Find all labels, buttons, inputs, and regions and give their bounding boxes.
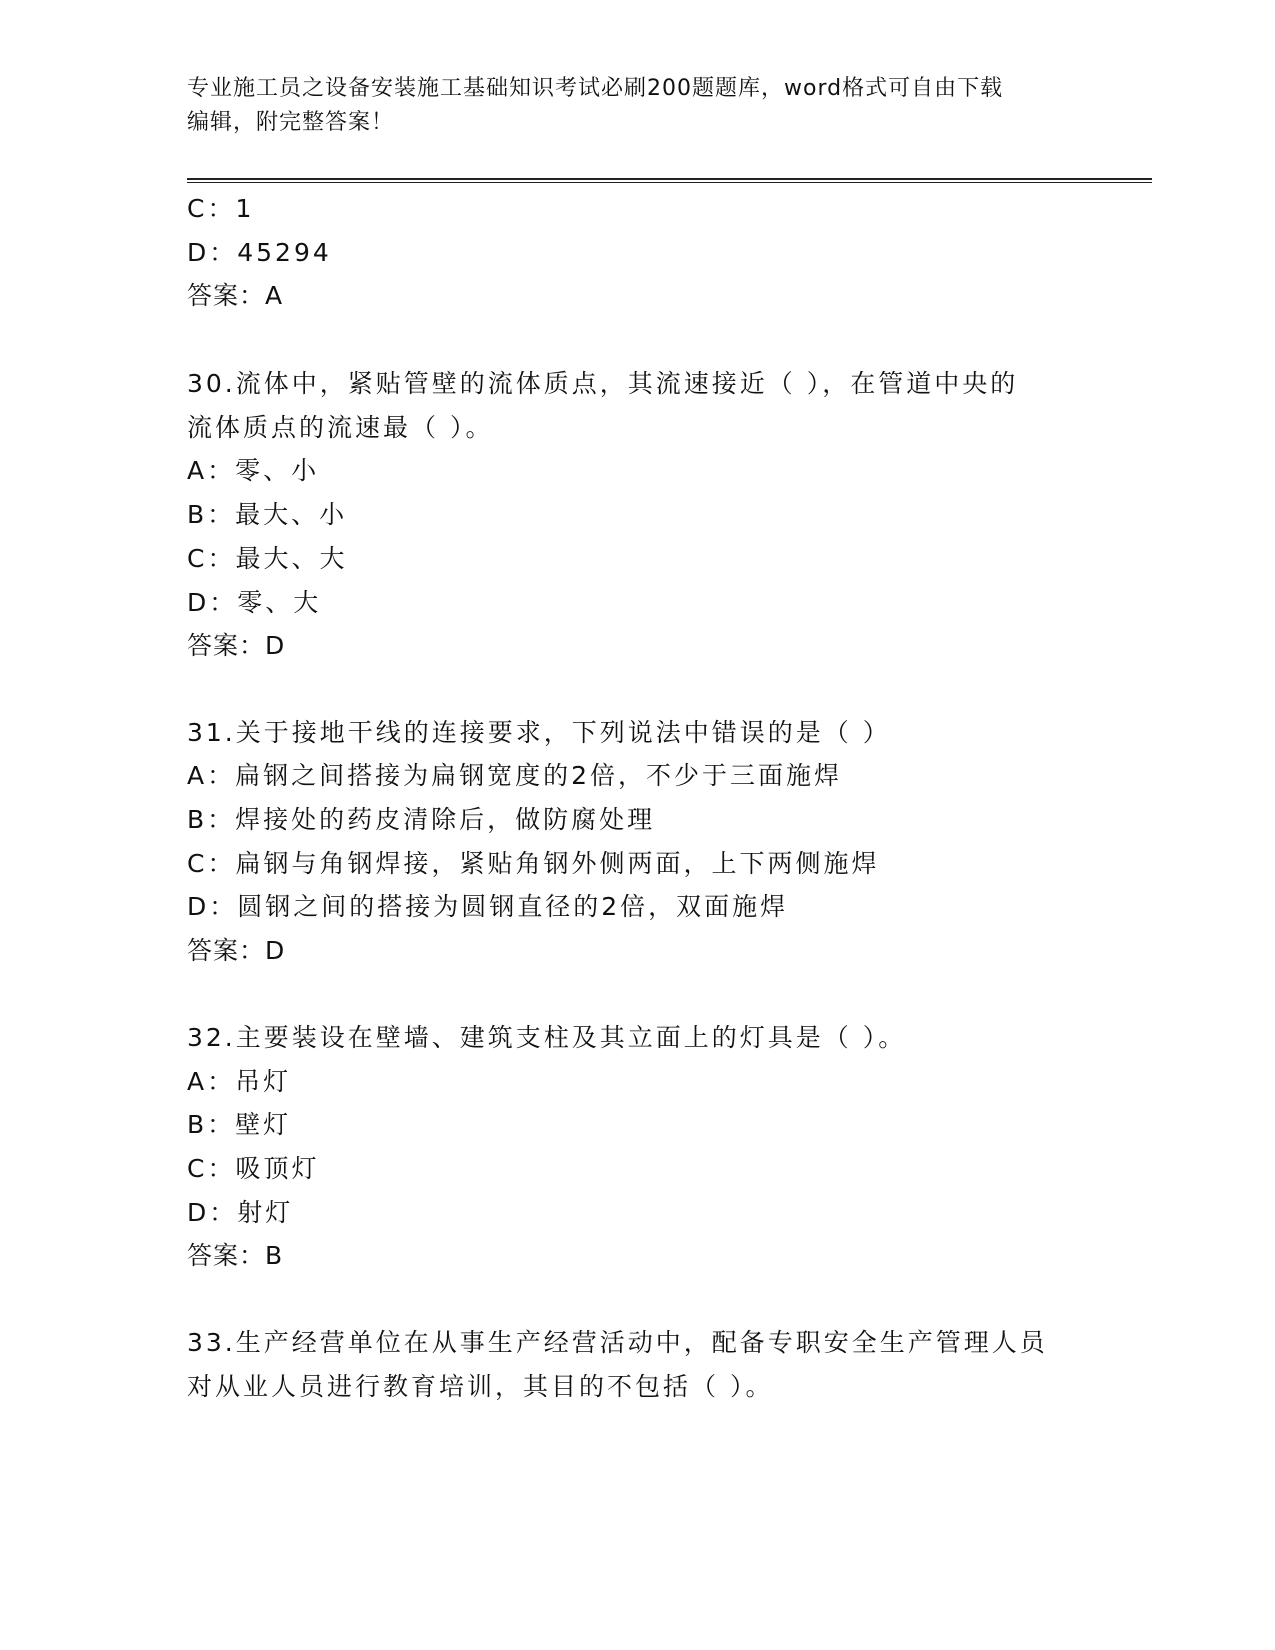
q33-stem-line-1: 33.生产经营单位在从事生产经营活动中，配备专职安全生产管理人员 bbox=[187, 1328, 1048, 1357]
q31-option-b: B：焊接处的药皮清除后，做防腐处理 bbox=[187, 805, 656, 834]
header-title-line-1: 专业施工员之设备安装施工基础知识考试必刷200题题库，word格式可自由下载 bbox=[187, 76, 1004, 101]
q32-option-d: D：射灯 bbox=[187, 1198, 294, 1227]
prev-option-d: D：45294 bbox=[187, 238, 332, 267]
q30-option-d: D：零、大 bbox=[187, 588, 322, 617]
q30-stem-line-1: 30.流体中，紧贴管壁的流体质点，其流速接近（ ），在管道中央的 bbox=[187, 369, 1019, 398]
q30-option-a: A：零、小 bbox=[187, 456, 320, 485]
q32-option-c: C：吸顶灯 bbox=[187, 1154, 320, 1183]
header-divider-thick bbox=[187, 178, 1152, 180]
document-header bbox=[187, 72, 1077, 140]
q31-answer: 答案：D bbox=[187, 936, 286, 965]
q31-option-d: D：圆钢之间的搭接为圆钢直径的2倍，双面施焊 bbox=[187, 892, 789, 921]
prev-option-c: C：1 bbox=[187, 194, 255, 223]
header-title-line-2: 编辑，附完整答案！ bbox=[187, 110, 395, 135]
q31-option-a: A：扁钢之间搭接为扁钢宽度的2倍，不少于三面施焊 bbox=[187, 761, 843, 790]
q33-stem-line-2: 对从业人员进行教育培训，其目的不包括（ ）。 bbox=[187, 1372, 774, 1401]
q30-option-c: C：最大、大 bbox=[187, 544, 348, 573]
prev-answer: 答案：A bbox=[187, 281, 284, 310]
q32-option-b: B：壁灯 bbox=[187, 1110, 292, 1139]
header-divider-thin bbox=[187, 182, 1152, 183]
q32-stem-line-1: 32.主要装设在壁墙、建筑支柱及其立面上的灯具是（ ）。 bbox=[187, 1023, 907, 1052]
q32-option-a: A：吊灯 bbox=[187, 1067, 292, 1096]
q32-answer: 答案：B bbox=[187, 1241, 284, 1270]
q30-option-b: B：最大、小 bbox=[187, 500, 348, 529]
q31-option-c: C：扁钢与角钢焊接，紧贴角钢外侧两面，上下两侧施焊 bbox=[187, 849, 880, 878]
q30-answer: 答案：D bbox=[187, 631, 286, 660]
q31-stem-line-1: 31.关于接地干线的连接要求，下列说法中错误的是（ ） bbox=[187, 718, 891, 747]
q30-stem-line-2: 流体质点的流速最（ ）。 bbox=[187, 413, 494, 442]
